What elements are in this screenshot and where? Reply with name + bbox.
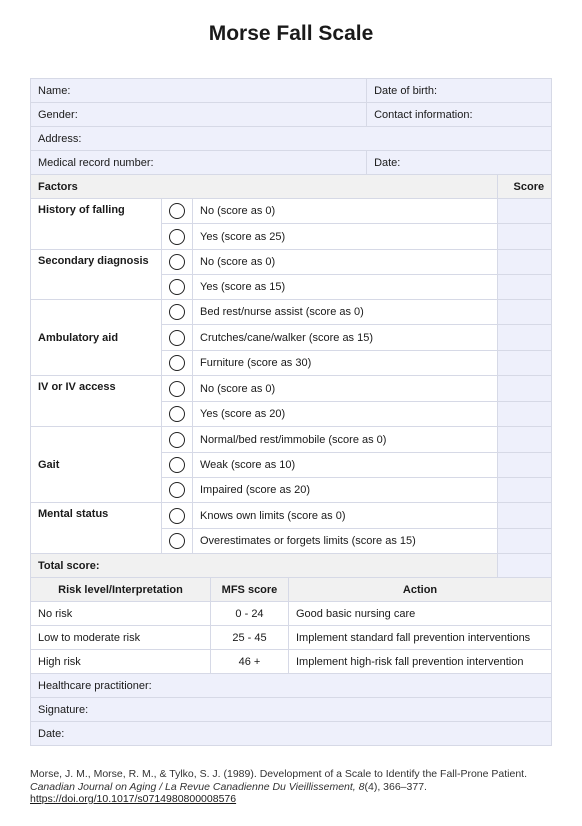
factor-iv: IV or IV access [31, 376, 162, 427]
signature-label: Signature: [38, 703, 89, 716]
factor-mental: Mental status [31, 503, 162, 554]
name-label: Name: [38, 84, 71, 97]
fall-scale-form [30, 78, 552, 746]
option-secondary-yes: Yes (score as 15) [193, 275, 498, 300]
score-cell-ambulatory-bedrest[interactable] [498, 300, 552, 325]
radio-iv-yes[interactable] [169, 406, 185, 422]
footer-date-label: Date: [38, 727, 65, 740]
score-cell-secondary-no[interactable] [498, 250, 552, 275]
action-header: Action [289, 578, 552, 602]
action-no-risk: Good basic nursing care [289, 602, 552, 626]
total-score-cell[interactable] [498, 554, 552, 578]
radio-secondary-no[interactable] [169, 254, 185, 270]
radio-secondary-yes[interactable] [169, 279, 185, 295]
reference-volume: 8 [358, 780, 365, 793]
option-ambulatory-crutches: Crutches/cane/walker (score as 15) [193, 325, 498, 351]
option-mental-knows: Knows own limits (score as 0) [193, 503, 498, 529]
footer-date-field[interactable] [31, 722, 552, 746]
score-cell-gait-weak[interactable] [498, 453, 552, 478]
risk-level-low-moderate: Low to moderate risk [31, 626, 211, 650]
radio-gait-impaired[interactable] [169, 482, 185, 498]
option-history-yes: Yes (score as 25) [193, 224, 498, 250]
risk-level-high: High risk [31, 650, 211, 674]
total-score-label: Total score: [31, 554, 498, 578]
dob-label: Date of birth: [374, 84, 438, 97]
mrn-field[interactable] [31, 151, 367, 175]
mfs-score-high: 46 + [211, 650, 289, 674]
reference-authors: Morse, J. M., Morse, R. M., & Tylko, S. J. (1989). Development of a Scale to Identify the Fall-Prone Patient. [30, 768, 528, 780]
radio-mental-knows[interactable] [169, 508, 185, 524]
page-title: Morse Fall Scale [208, 22, 374, 45]
signature-field[interactable] [31, 698, 552, 722]
score-cell-mental-knows[interactable] [498, 503, 552, 529]
score-cell-secondary-yes[interactable] [498, 275, 552, 300]
mfs-score-header: MFS score [211, 578, 289, 602]
score-cell-ambulatory-furniture[interactable] [498, 351, 552, 376]
radio-history-no[interactable] [169, 203, 185, 219]
radio-mental-over[interactable] [169, 533, 185, 549]
score-cell-gait-normal[interactable] [498, 427, 552, 453]
mrn-label: Medical record number: [38, 156, 154, 169]
score-cell-iv-yes[interactable] [498, 402, 552, 427]
radio-iv-no[interactable] [169, 381, 185, 397]
radio-gait-weak[interactable] [169, 457, 185, 473]
gender-field[interactable] [31, 103, 367, 127]
address-label: Address: [38, 132, 82, 145]
date-field[interactable] [367, 151, 552, 175]
option-secondary-no: No (score as 0) [193, 250, 498, 275]
score-cell-gait-impaired[interactable] [498, 478, 552, 503]
gender-label: Gender: [38, 108, 78, 121]
practitioner-field[interactable] [31, 674, 552, 698]
option-gait-impaired: Impaired (score as 20) [193, 478, 498, 503]
option-mental-over: Overestimates or forgets limits (score as 15) [193, 529, 498, 554]
mfs-score-low-moderate: 25 - 45 [211, 626, 289, 650]
option-history-no: No (score as 0) [193, 199, 498, 224]
factor-gait: Gait [31, 427, 162, 503]
name-field[interactable] [31, 79, 367, 103]
reference-journal: Canadian Journal on Aging / La Revue Canadienne Du Vieillissement, [30, 780, 356, 793]
score-cell-iv-no[interactable] [498, 376, 552, 402]
score-cell-ambulatory-crutches[interactable] [498, 325, 552, 351]
factor-secondary: Secondary diagnosis [31, 250, 162, 300]
contact-label: Contact information: [374, 108, 473, 121]
dob-field[interactable] [367, 79, 552, 103]
reference-citation [30, 768, 552, 806]
option-ambulatory-furniture: Furniture (score as 30) [193, 351, 498, 376]
radio-ambulatory-crutches[interactable] [169, 330, 185, 346]
action-high: Implement high-risk fall prevention intervention [289, 650, 552, 674]
radio-ambulatory-bedrest[interactable] [169, 304, 185, 320]
score-cell-mental-over[interactable] [498, 529, 552, 554]
factor-history: History of falling [31, 199, 162, 250]
date-label: Date: [374, 156, 401, 169]
option-ambulatory-bedrest: Bed rest/nurse assist (score as 0) [193, 300, 498, 325]
action-low-moderate: Implement standard fall prevention interventions [289, 626, 552, 650]
option-iv-yes: Yes (score as 20) [193, 402, 498, 427]
option-iv-no: No (score as 0) [193, 376, 498, 402]
reference-doi-link[interactable]: https://doi.org/10.1017/s0714980800008576 [30, 793, 237, 805]
practitioner-label: Healthcare practitioner: [38, 679, 152, 692]
score-header: Score [498, 175, 552, 199]
score-cell-history-no[interactable] [498, 199, 552, 224]
factors-header: Factors [31, 175, 498, 199]
reference-issue-pages: (4), 366–377. [364, 780, 427, 793]
radio-ambulatory-furniture[interactable] [169, 355, 185, 371]
mfs-score-no-risk: 0 - 24 [211, 602, 289, 626]
factor-ambulatory: Ambulatory aid [31, 300, 162, 376]
risk-level-header: Risk level/Interpretation [31, 578, 211, 602]
score-cell-history-yes[interactable] [498, 224, 552, 250]
contact-field[interactable] [367, 103, 552, 127]
address-field[interactable] [31, 127, 552, 151]
radio-history-yes[interactable] [169, 229, 185, 245]
radio-gait-normal[interactable] [169, 432, 185, 448]
risk-level-no-risk: No risk [31, 602, 211, 626]
option-gait-normal: Normal/bed rest/immobile (score as 0) [193, 427, 498, 453]
option-gait-weak: Weak (score as 10) [193, 453, 498, 478]
